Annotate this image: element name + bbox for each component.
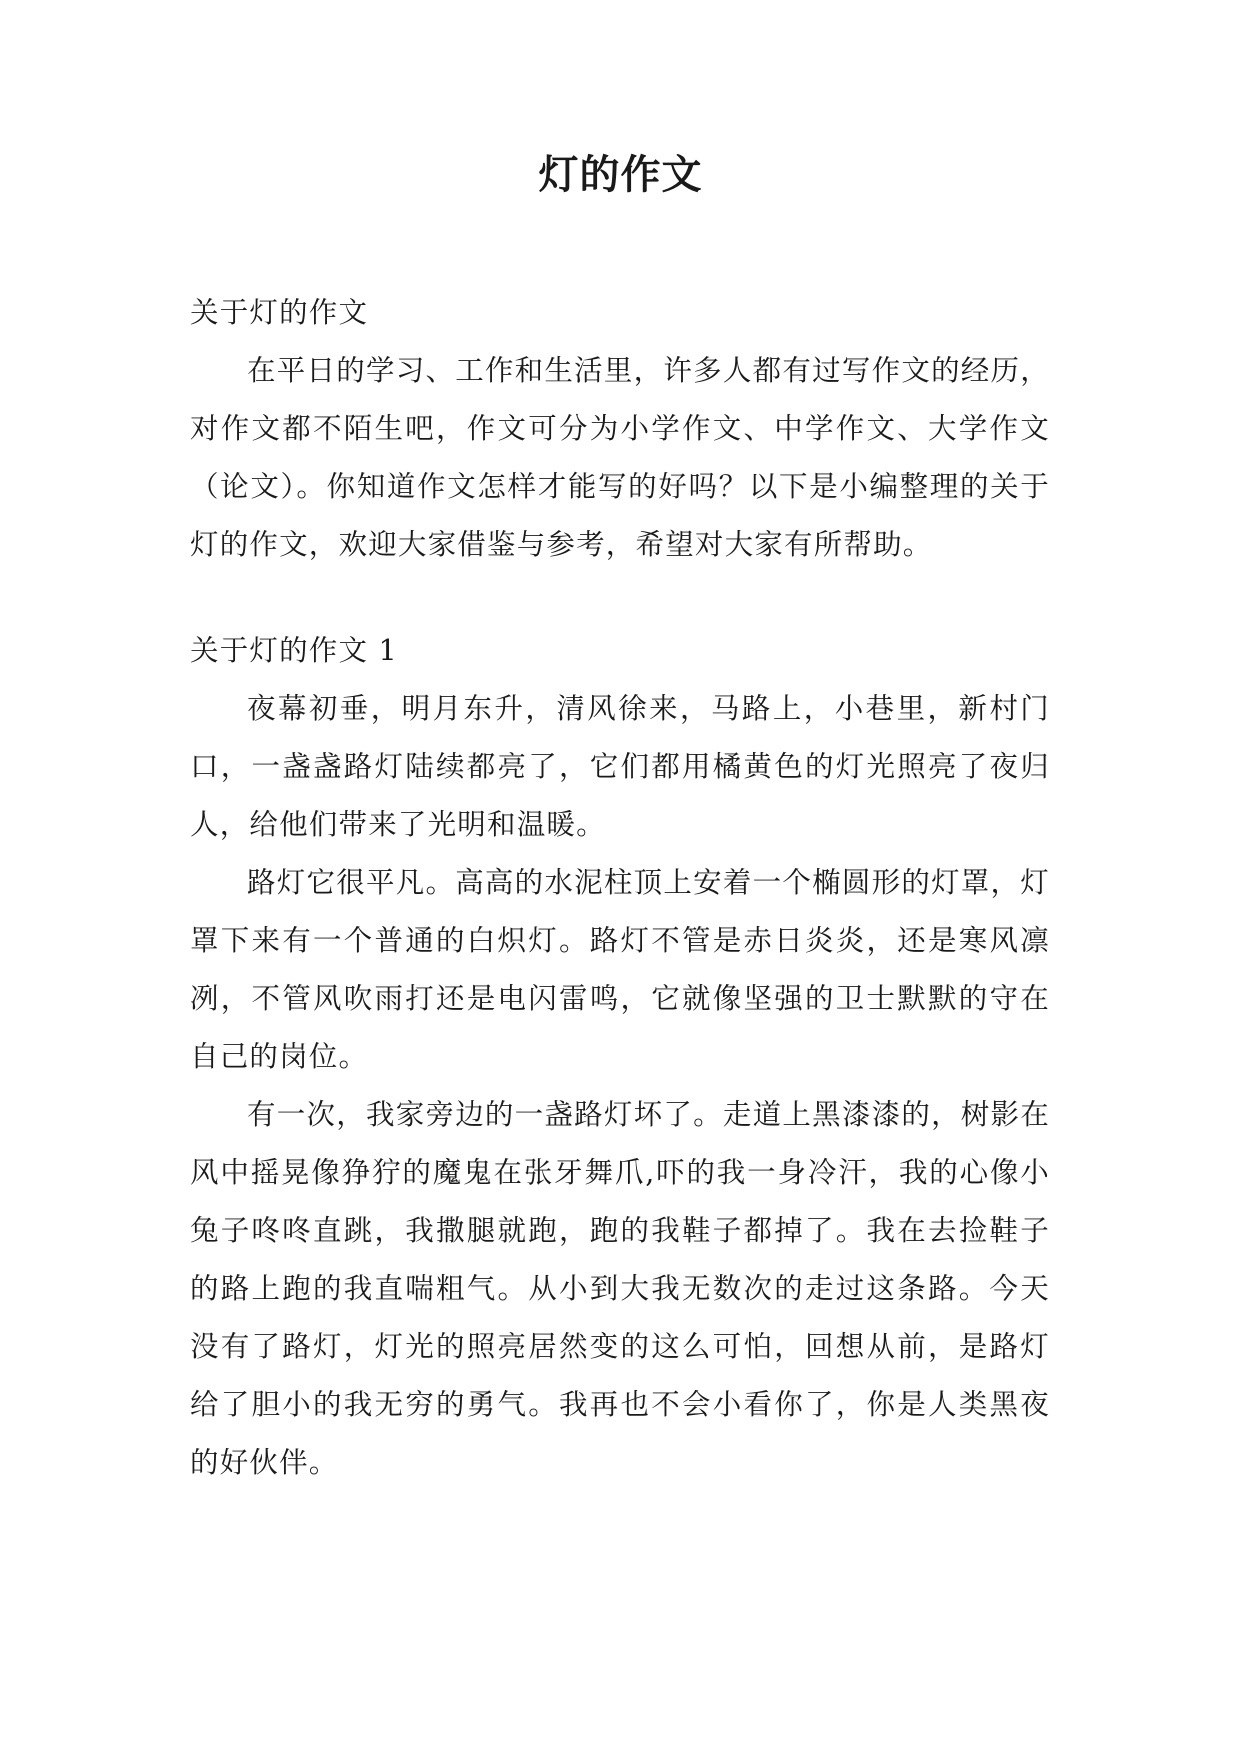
essay-paragraph: 夜幕初垂，明月东升，清风徐来，马路上，小巷里，新村门口，一盏盏路灯陆续都亮了，它们都用橘黄色的灯光照亮了夜归人，给他们带来了光明和温暖。 <box>190 692 1050 841</box>
intro-paragraph: 在平日的学习、工作和生活里，许多人都有过写作文的经历，对作文都不陌生吧，作文可分为小学作文、中学作文、大学作文（论文）。你知道作文怎样才能写的好吗？以下是小编整理的关于灯的作文，欢迎大家借鉴与参考，希望对大家有所帮助。 <box>190 354 1050 561</box>
document-title: 灯的作文 <box>538 152 703 198</box>
essay-heading: 关于灯的作文 1 <box>190 634 398 667</box>
document-body <box>190 284 1050 1492</box>
section-spacer <box>190 574 1050 622</box>
essay-paragraph: 路灯它很平凡。高高的水泥柱顶上安着一个椭圆形的灯罩，灯罩下来有一个普通的白炽灯。路灯不管是赤日炎炎，还是寒风凛冽，不管风吹雨打还是电闪雷鸣，它就像坚强的卫士默默的守在自己的岗位。 <box>190 866 1050 1073</box>
section-heading: 关于灯的作文 <box>190 296 369 329</box>
essay-paragraph: 有一次，我家旁边的一盏路灯坏了。走道上黑漆漆的，树影在风中摇晃像狰狞的魔鬼在张牙舞爪,吓的我一身冷汗，我的心像小兔子咚咚直跳，我撒腿就跑，跑的我鞋子都掉了。我在去捡鞋子的路上跑的我直喘粗气。从小到大我无数次的走过这条路。今天没有了路灯，灯光的照亮居然变的这么可怕，回想从前，是路灯给了胆小的我无穷的勇气。我再也不会小看你了，你是人类黑夜的好伙伴。 <box>190 1098 1050 1479</box>
